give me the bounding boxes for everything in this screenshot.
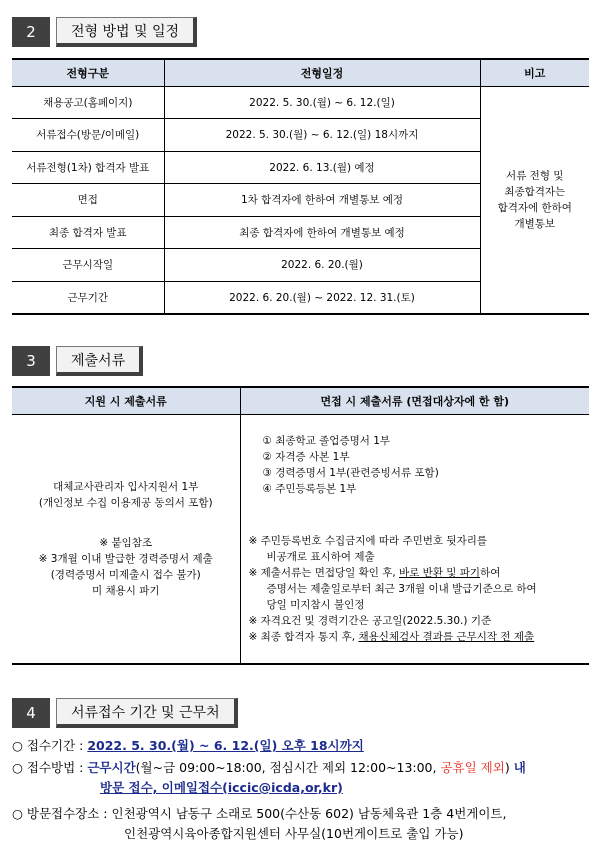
stage-cell: 서류전형(1차) 합격자 발표 xyxy=(12,151,164,184)
table-row xyxy=(12,414,589,664)
place-label: ○ 방문접수장소 : xyxy=(12,806,112,821)
doc-note: ※ 주민등록번호 수집금지에 따라 주민번호 뒷자리를 xyxy=(248,534,487,547)
doc-item: ④ 주민등록등본 1부 xyxy=(262,482,357,495)
place-line: ○ 방문접수장소 : 인천광역시 남동구 소래로 500(수산동 602) 남동체육관 1층 4번게이트, 인천광역시육아종합지원센터 사무실(10번게이트로 출입 가능) xyxy=(12,806,507,841)
doc-note: ※ 자격요건 및 경력기간은 공고일(2022.5.30.) 기준 xyxy=(248,614,492,627)
note-line: 개별통보 xyxy=(514,217,556,230)
column-header: 전형구분 xyxy=(12,59,164,86)
column-header: 지원 시 제출서류 xyxy=(12,387,240,414)
note-line: 최종합격자는 xyxy=(504,185,566,198)
section-3-header xyxy=(12,346,143,376)
stage-cell: 근무시작일 xyxy=(12,249,164,282)
section-title: 제출서류 xyxy=(56,346,143,376)
note-cell xyxy=(480,86,589,314)
holiday-text: 공휴일 제외 xyxy=(440,760,505,775)
section-2-header xyxy=(12,17,197,47)
section-title: 전형 방법 및 일정 xyxy=(56,17,197,47)
schedule-cell: 2022. 6. 20.(월) xyxy=(164,249,480,282)
doc-note: ※ 최종 합격자 통지 후, 채용신체검사 결과를 근무시작 전 제출 xyxy=(248,630,535,643)
period-label: ○ 접수기간 : xyxy=(12,738,88,753)
doc-line: (경력증명서 미제출시 접수 불가) xyxy=(50,568,201,581)
documents-table xyxy=(12,386,589,665)
schedule-cell: 1차 합격자에 한하여 개별통보 예정 xyxy=(164,184,480,217)
section-number: 2 xyxy=(12,17,50,47)
period-line xyxy=(12,736,364,756)
section-number: 4 xyxy=(12,698,50,728)
stage-cell: 최종 합격자 발표 xyxy=(12,216,164,249)
stage-cell: 면접 xyxy=(12,184,164,217)
column-header: 비고 xyxy=(480,59,589,86)
doc-note: 당일 미지참시 불인정 xyxy=(266,598,365,611)
application-documents-cell xyxy=(12,414,240,664)
doc-note: 증명서는 제출일로부터 최근 3개월 이내 발급기준으로 하여 xyxy=(266,582,537,595)
table-row xyxy=(12,86,589,119)
underlined-text: 바로 반환 및 파기 xyxy=(399,566,481,579)
doc-line: (개인정보 수집 이용제공 동의서 포함) xyxy=(38,496,213,509)
column-header: 면접 시 제출서류 (면접대상자에 한 함) xyxy=(240,387,589,414)
note-line: 합격자에 한하여 xyxy=(497,201,572,214)
section-number: 3 xyxy=(12,346,50,376)
doc-line: ※ 3개월 이내 발급한 경력증명서 제출 xyxy=(38,552,213,565)
doc-note: ※ 제출서류는 면접당일 확인 후, 바로 반환 및 파기하여 xyxy=(248,566,501,579)
doc-line: 대체교사관리자 입사지원서 1부 xyxy=(53,480,199,493)
interview-documents-cell xyxy=(240,414,589,664)
doc-item: ① 최종학교 졸업증명서 1부 xyxy=(262,434,391,447)
stage-cell: 채용공고(홈페이지) xyxy=(12,86,164,119)
table-header-row xyxy=(12,59,589,86)
column-header: 전형일정 xyxy=(164,59,480,86)
section-4-header xyxy=(12,698,238,728)
method-line: ○ 접수방법 : 근무시간(월~금 09:00~18:00, 점심시간 제외 12:00~13:00, 공휴일 제외) 내 방문 접수, 이메일접수(iccic@icda,or,kr) xyxy=(12,760,526,795)
schedule-cell: 최종 합격자에 한하여 개별통보 예정 xyxy=(164,216,480,249)
schedule-table xyxy=(12,58,589,315)
doc-note: 비공개로 표시하여 제출 xyxy=(266,550,375,563)
schedule-cell: 2022. 6. 13.(월) 예정 xyxy=(164,151,480,184)
doc-line: ※ 붙임참조 xyxy=(99,536,153,549)
note-line: 서류 전형 및 xyxy=(506,169,564,182)
doc-item: ③ 경력증명서 1부(관련증빙서류 포함) xyxy=(262,466,439,479)
stage-cell: 서류접수(방문/이메일) xyxy=(12,119,164,152)
email-text: 방문 접수, 이메일접수(iccic@icda,or,kr) xyxy=(100,780,343,795)
period-value: 2022. 5. 30.(월) ~ 6. 12.(일) 오후 18시까지 xyxy=(87,738,364,753)
doc-line: 미 채용시 파기 xyxy=(91,584,160,597)
schedule-cell: 2022. 6. 20.(월) ~ 2022. 12. 31.(토) xyxy=(164,281,480,314)
schedule-cell: 2022. 5. 30.(월) ~ 6. 12.(일) 18시까지 xyxy=(164,119,480,152)
underlined-text: 채용신체검사 결과를 근무시작 전 제출 xyxy=(358,630,535,643)
stage-cell: 근무기간 xyxy=(12,281,164,314)
method-label: ○ 접수방법 : xyxy=(12,760,88,775)
schedule-cell: 2022. 5. 30.(월) ~ 6. 12.(일) xyxy=(164,86,480,119)
section-title: 서류접수 기간 및 근무처 xyxy=(56,698,238,728)
table-header-row xyxy=(12,387,589,414)
doc-item: ② 자격증 사본 1부 xyxy=(262,450,350,463)
